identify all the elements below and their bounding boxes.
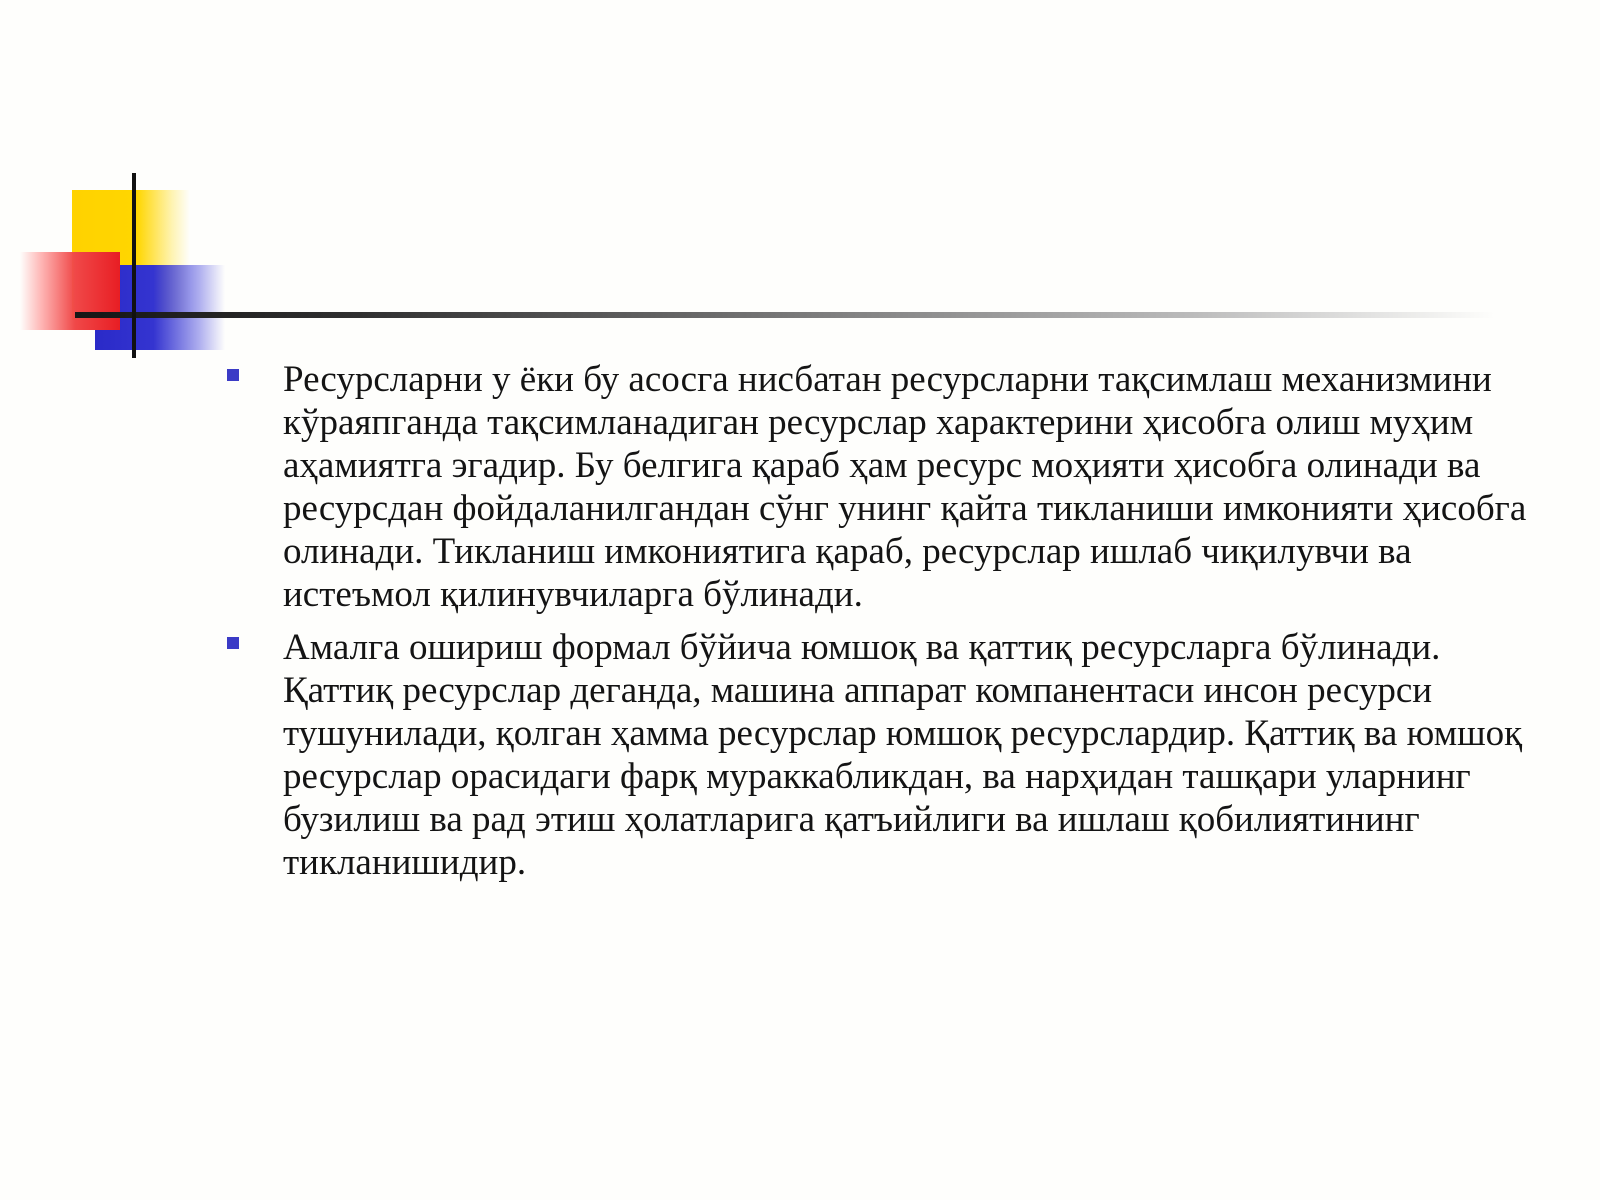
bullet-list — [222, 358, 1552, 884]
bullet-text: Ресурсларни у ёки бу асосга нисбатан ресурсларни тақсимлаш механизмини кўраяпганда тақсимланадиган ресурслар характерини ҳисобга олиш муҳим аҳамиятга эгадир. Бу белгига қараб ҳам ресурс моҳияти ҳисобга олинади ва ресурсдан фойдаланилгандан сўнг унинг қайта тикланиши имконияти ҳисобга олинади. Тикланиш имкониятига қараб, ресурслар ишлаб чиқилувчи ва истеъмол қилинувчиларга бўлинади. — [283, 359, 1527, 615]
decorative-logo-graphic — [0, 0, 1600, 400]
vertical-accent-line — [132, 173, 136, 358]
bullet-item — [222, 358, 1552, 616]
slide-body — [222, 358, 1552, 894]
bullet-text: Амалга ошириш формал бўйича юмшоқ ва қаттиқ ресурсларга бўлинади. Қаттиқ ресурслар деганда, машина аппарат компанентаси инсон ресурси тушунилади, қолган ҳамма ресурслар юмшоқ ресурслардир. Қаттиқ ва юмшоқ ресурслар орасидаги фарқ мураккабликдан, ва нарҳидан ташқари уларнинг бузилиш ва рад этиш ҳолатларига қатъийлиги ва ишлаш қобилиятининг тикланишидир. — [283, 627, 1523, 883]
red-square-shape — [20, 252, 120, 330]
bullet-item — [222, 626, 1552, 884]
square-bullet-icon — [227, 637, 239, 649]
square-bullet-icon — [227, 369, 239, 381]
horizontal-divider-line — [75, 312, 1495, 318]
